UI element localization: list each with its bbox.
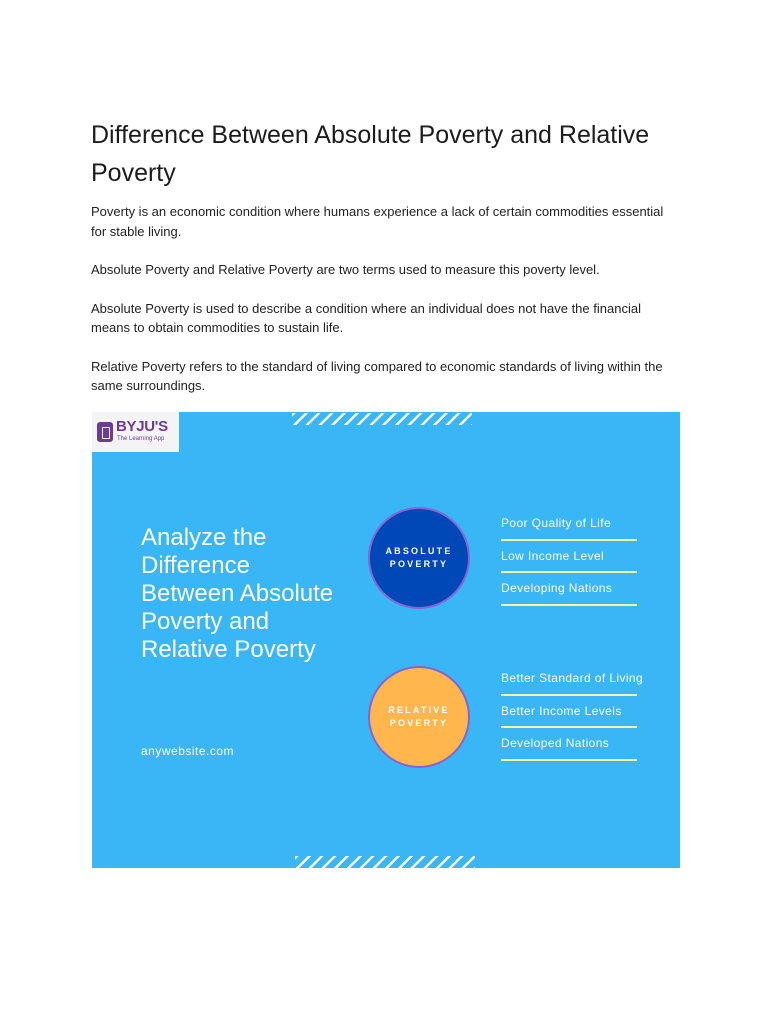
decorative-stripes-bottom (295, 856, 475, 868)
relative-circle-label-2: POVERTY (389, 718, 449, 728)
absolute-list-item: Developing Nations (501, 573, 637, 606)
relative-list-item: Developed Nations (501, 728, 637, 761)
absolute-poverty-list (501, 508, 637, 606)
relative-list-item: Better Standard of Living (501, 663, 637, 696)
byjus-logo (92, 412, 179, 452)
relative-list-item: Better Income Levels (501, 696, 637, 729)
relative-poverty-list (501, 663, 644, 761)
logo-name: BYJU'S (116, 418, 168, 435)
paragraph-relative: Relative Poverty refers to the standard of living compared to economic standards of living within the same surroundings. (91, 358, 663, 393)
document-body (91, 116, 681, 415)
infographic-headline: Analyze the Difference Between Absolute Poverty and Relative Poverty (141, 524, 334, 663)
page-title: Difference Between Absolute Poverty and Relative Poverty (91, 121, 650, 187)
decorative-stripes-top (292, 413, 472, 425)
absolute-circle-label-2: POVERTY (389, 559, 449, 569)
absolute-circle-label-1: ABSOLUTE (385, 546, 453, 556)
absolute-poverty-circle (368, 507, 470, 609)
absolute-list-item: Poor Quality of Life (501, 508, 637, 541)
logo-tagline: The Learning App (117, 436, 165, 442)
website-label: anywebsite.com (141, 744, 235, 758)
paragraph-absolute: Absolute Poverty is used to describe a condition where an individual does not have the financial means to obtain commodities to sustain life. (91, 300, 641, 335)
relative-circle-label-1: RELATIVE (388, 705, 450, 715)
infographic (92, 412, 680, 868)
byjus-logo-icon (97, 422, 113, 442)
absolute-list-item: Low Income Level (501, 541, 637, 574)
relative-poverty-circle (368, 666, 470, 768)
paragraph-terms: Absolute Poverty and Relative Poverty are two terms used to measure this poverty level. (91, 262, 600, 277)
paragraph-intro: Poverty is an economic condition where humans experience a lack of certain commodities essential for stable living. (91, 204, 664, 239)
